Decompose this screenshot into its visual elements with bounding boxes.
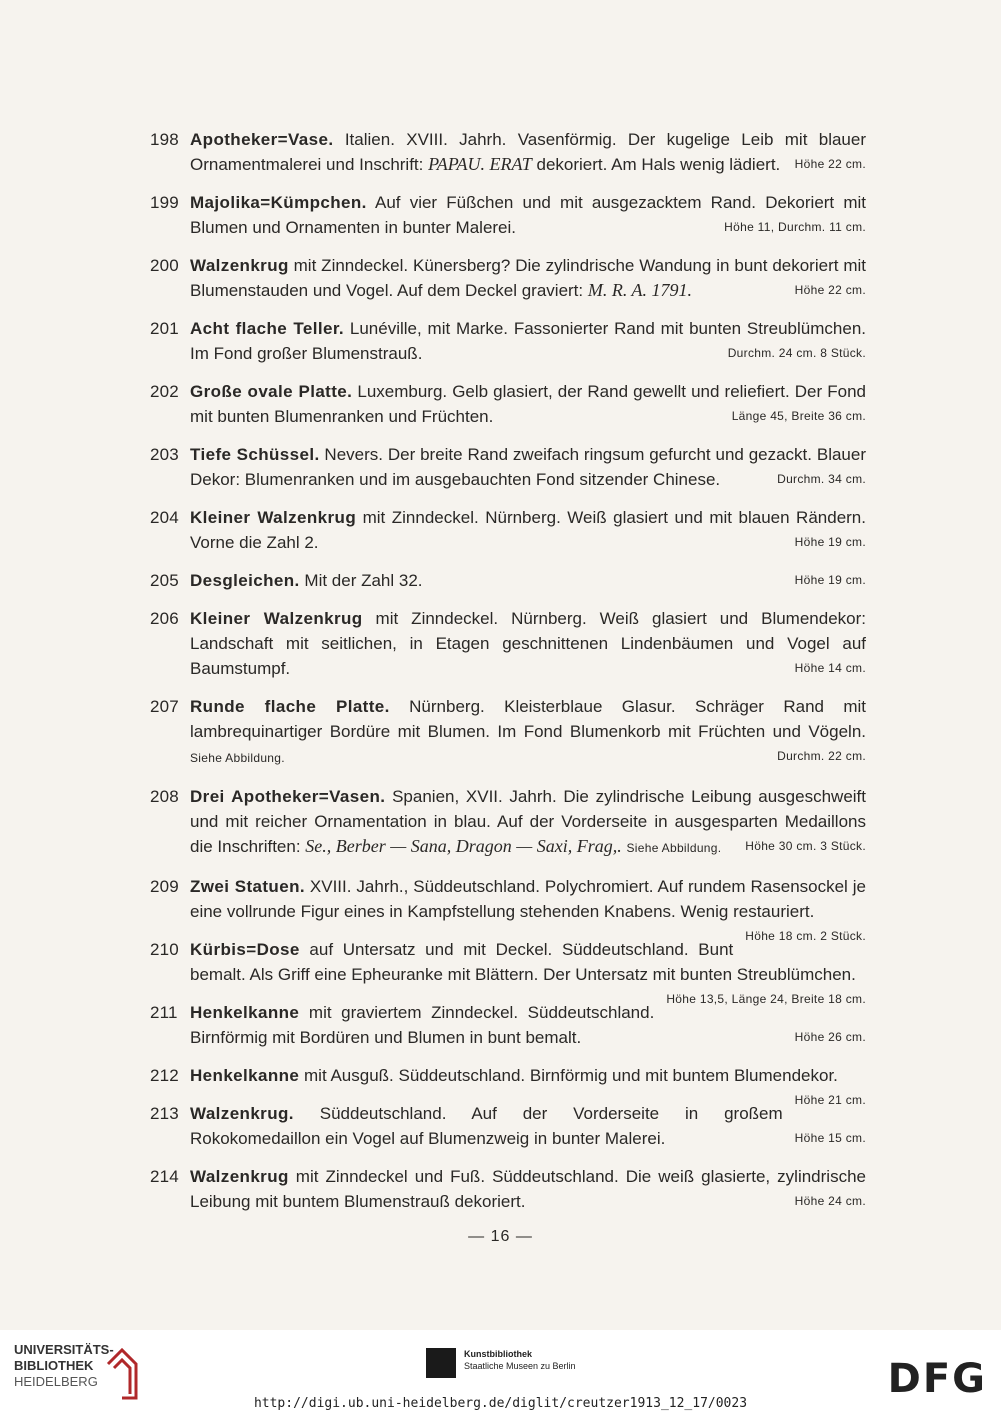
catalog-entry xyxy=(150,1063,866,1107)
catalog-entry xyxy=(150,379,866,429)
entry-number: 201 xyxy=(150,319,179,338)
entry-title: Walzenkrug xyxy=(190,1167,289,1186)
entry-text xyxy=(190,127,866,177)
catalog-entry xyxy=(150,937,866,1006)
entry-description: mit Zinndeckel. Künersberg? Die zylindrische Wandung in bunt dekoriert mit Blumenstauden und Vogel. Auf dem Deckel graviert: xyxy=(190,256,866,300)
entry-title: Walzenkrug. xyxy=(190,1104,294,1123)
entry-title: Henkelkanne xyxy=(190,1066,300,1085)
entry-dimensions: Höhe 26 cm. xyxy=(794,1030,866,1044)
catalog-entry xyxy=(150,694,866,771)
entry-description: Nevers. Der breite Rand zweifach ringsum gefurcht und gezackt. Blauer Dekor: Blumenranken und im ausgebauchten Fond sitzender Chinese. xyxy=(190,445,866,489)
ub-line-3: HEIDELBERG xyxy=(14,1374,98,1389)
catalog-entry xyxy=(150,1164,866,1214)
entry-title: Tiefe Schüssel. xyxy=(190,445,320,464)
entry-dimensions: Höhe 14 cm. xyxy=(794,661,866,675)
entry-title: Zwei Statuen. xyxy=(190,877,305,896)
kunstbibliothek-text xyxy=(464,1348,576,1372)
entry-text xyxy=(190,442,866,492)
entry-title: Henkelkanne xyxy=(190,1003,300,1022)
catalog-entry xyxy=(150,874,866,943)
entry-title: Walzenkrug xyxy=(190,256,289,275)
entry-text xyxy=(190,190,866,240)
page-number: — 16 — xyxy=(468,1228,533,1245)
entry-title: Desgleichen. xyxy=(190,571,300,590)
entry-text xyxy=(190,1101,866,1151)
entry-dimensions: Höhe 13,5, Länge 24, Breite 18 cm. xyxy=(666,992,866,1006)
entry-dimensions: Höhe 19 cm. xyxy=(794,573,866,587)
catalog-entry xyxy=(150,190,866,240)
catalog-entry xyxy=(150,606,866,681)
entry-description: mit graviertem Zinndeckel. Süddeutschland. Birnförmig mit Bordüren und Blumen in bunt bemalt. xyxy=(190,1003,655,1047)
entry-inscription: PAPAU. ERAT xyxy=(428,154,532,174)
catalog-entry xyxy=(150,253,866,303)
entry-dimensions: Höhe 21 cm. xyxy=(794,1093,866,1107)
entry-number: 206 xyxy=(150,609,179,628)
ub-heidelberg-logo[interactable] xyxy=(14,1342,114,1390)
entry-description: mit Ausguß. Süddeutschland. Birnförmig und mit buntem Blumendekor. xyxy=(299,1066,838,1085)
entry-number: 211 xyxy=(150,1003,178,1022)
entry-number: 200 xyxy=(150,256,179,275)
entry-text xyxy=(190,874,866,943)
entry-dimensions: Höhe 30 cm. 3 Stück. xyxy=(745,839,866,853)
entry-description: Süddeutschland. Auf der Vorderseite in großem Rokokomedaillon ein Vogel auf Blumenzweig in bunter Malerei. xyxy=(190,1104,783,1148)
entry-dimensions: Höhe 18 cm. 2 Stück. xyxy=(745,929,866,943)
entry-number: 207 xyxy=(150,697,179,716)
entry-description: Luxemburg. Gelb glasiert, der Rand gewellt und reliefiert. Der Fond mit bunten Blumenranken und Früchten. xyxy=(190,382,866,426)
entry-number: 209 xyxy=(150,877,179,896)
entry-text xyxy=(190,606,866,681)
entry-note: Siehe Abbildung. xyxy=(190,751,285,765)
entry-number: 199 xyxy=(150,193,179,212)
entry-title: Acht flache Teller. xyxy=(190,319,345,338)
entry-title: Drei Apotheker=Vasen. xyxy=(190,787,386,806)
entry-dimensions: Durchm. 22 cm. xyxy=(777,749,866,763)
entry-dimensions: Höhe 15 cm. xyxy=(794,1131,866,1145)
entry-title: Kürbis=Dose xyxy=(190,940,300,959)
entry-text xyxy=(190,253,866,303)
entry-number: 204 xyxy=(150,508,179,527)
catalog-entry xyxy=(150,1000,866,1050)
dfg-logo[interactable]: DFG xyxy=(887,1356,987,1402)
catalog-entry xyxy=(150,505,866,555)
ub-mark-icon xyxy=(104,1344,140,1400)
entry-note: Siehe Abbildung. xyxy=(626,841,722,855)
catalog-entry xyxy=(150,316,866,366)
catalog-entry xyxy=(150,784,866,861)
entry-description: Nürnberg. Kleisterblaue Glasur. Schräger Rand mit lambrequinartiger Bordüre mit Blumen. Im Fond Blumenkorb mit Früchten und Vögeln. xyxy=(190,697,867,741)
entry-title: Runde flache Platte. xyxy=(190,697,390,716)
entry-title: Große ovale Platte. xyxy=(190,382,353,401)
entry-number: 198 xyxy=(150,130,179,149)
entry-description: mit Zinndeckel. Nürnberg. Weiß glasiert und Blumendekor: Landschaft mit seitlichen, in Etagen geschnittenen Lindenbäumen und Vogel auf Baumstumpf. xyxy=(190,609,866,678)
entry-title: Apotheker=Vase. xyxy=(190,130,334,149)
entry-title: Majolika=Kümpchen. xyxy=(190,193,367,212)
entry-text xyxy=(190,316,866,366)
entry-description-cont: dekoriert. Am Hals wenig lädiert. xyxy=(531,155,781,174)
entry-text xyxy=(190,379,866,429)
entry-number: 208 xyxy=(150,787,179,806)
catalog-entry xyxy=(150,1101,866,1151)
entry-description: XVIII. Jahrh., Süddeutschland. Polychromiert. Auf rundem Rasensockel je eine vollrunde Figur eines in Kampfstellung stehenden Knabens. Wenig restauriert. xyxy=(190,877,866,921)
entry-title: Kleiner Walzenkrug xyxy=(190,508,357,527)
footer-bar xyxy=(0,1330,1001,1416)
entry-number: 205 xyxy=(150,571,179,590)
entry-inscription: Se., Berber — Sana, Dragon — Saxi, Frag,. xyxy=(305,836,622,856)
entry-dimensions: Höhe 22 cm. xyxy=(794,283,866,297)
entry-number: 203 xyxy=(150,445,179,464)
entry-dimensions: Höhe 19 cm. xyxy=(794,535,866,549)
entry-dimensions: Höhe 11, Durchm. 11 cm. xyxy=(724,220,866,234)
catalog-entry xyxy=(150,127,866,177)
entry-number: 210 xyxy=(150,940,179,959)
entry-description: mit Zinndeckel. Nürnberg. Weiß glasiert und mit blauen Rändern. Vorne die Zahl 2. xyxy=(190,508,866,552)
ub-line-1: UNIVERSITÄTS- xyxy=(14,1342,114,1357)
entry-text xyxy=(190,1063,866,1107)
entry-text xyxy=(190,937,866,1006)
entry-text xyxy=(190,1000,866,1050)
kb-line-2: Staatliche Museen zu Berlin xyxy=(464,1361,576,1371)
entry-text xyxy=(190,1164,866,1214)
catalog-entries xyxy=(150,127,866,1227)
entry-dimensions: Durchm. 24 cm. 8 Stück. xyxy=(727,346,866,360)
entry-text xyxy=(190,694,866,771)
ub-line-2: BIBLIOTHEK xyxy=(14,1358,94,1373)
catalog-entry xyxy=(150,568,866,593)
entry-description: Auf vier Füßchen und mit ausgezacktem Rand. Dekoriert mit Blumen und Ornamenten in bunter Malerei. xyxy=(190,193,866,237)
entry-number: 202 xyxy=(150,382,179,401)
entry-description: Lunéville, mit Marke. Fassonierter Rand mit bunten Streublümchen. Im Fond großer Blumenstrauß. xyxy=(190,319,866,363)
entry-text xyxy=(190,568,866,593)
entry-dimensions: Höhe 24 cm. xyxy=(794,1194,866,1208)
entry-inscription: M. R. A. 1791. xyxy=(587,280,693,300)
entry-number: 213 xyxy=(150,1104,179,1123)
entry-dimensions: Durchm. 34 cm. xyxy=(777,472,866,486)
kunstbibliothek-logo-icon xyxy=(426,1348,456,1378)
kb-line-1: Kunstbibliothek xyxy=(464,1349,532,1359)
page-url[interactable]: http://digi.ub.uni-heidelberg.de/diglit/creutzer1913_12_17/0023 xyxy=(253,1396,748,1411)
entry-number: 214 xyxy=(150,1167,179,1186)
entry-description: Spanien, XVII. Jahrh. Die zylindrische Leibung ausgeschweift und mit reicher Ornamentation in blau. Auf der Vorderseite in ausgesparten Medaillons die Inschriften: xyxy=(190,787,866,856)
entry-description: mit Zinndeckel und Fuß. Süddeutschland. Die weiß glasierte, zylindrische Leibung mit buntem Blumenstrauß dekoriert. xyxy=(190,1167,866,1211)
entry-title: Kleiner Walzenkrug xyxy=(190,609,363,628)
entry-text xyxy=(190,784,866,861)
entry-dimensions: Höhe 22 cm. xyxy=(794,157,866,171)
entry-description: Mit der Zahl 32. xyxy=(299,571,423,590)
entry-description: Italien. XVIII. Jahrh. Vasenförmig. Der kugelige Leib mit blauer Ornamentmalerei und Inschrift: xyxy=(190,130,866,174)
entry-description: auf Untersatz und mit Deckel. Süddeutschland. Bunt bemalt. Als Griff eine Epheuranke mit Blättern. Der Untersatz mit bunten Streublümchen. xyxy=(190,940,856,984)
entry-text xyxy=(190,505,866,555)
catalog-entry xyxy=(150,442,866,492)
entry-number: 212 xyxy=(150,1066,179,1085)
entry-dimensions: Länge 45, Breite 36 cm. xyxy=(731,409,866,423)
